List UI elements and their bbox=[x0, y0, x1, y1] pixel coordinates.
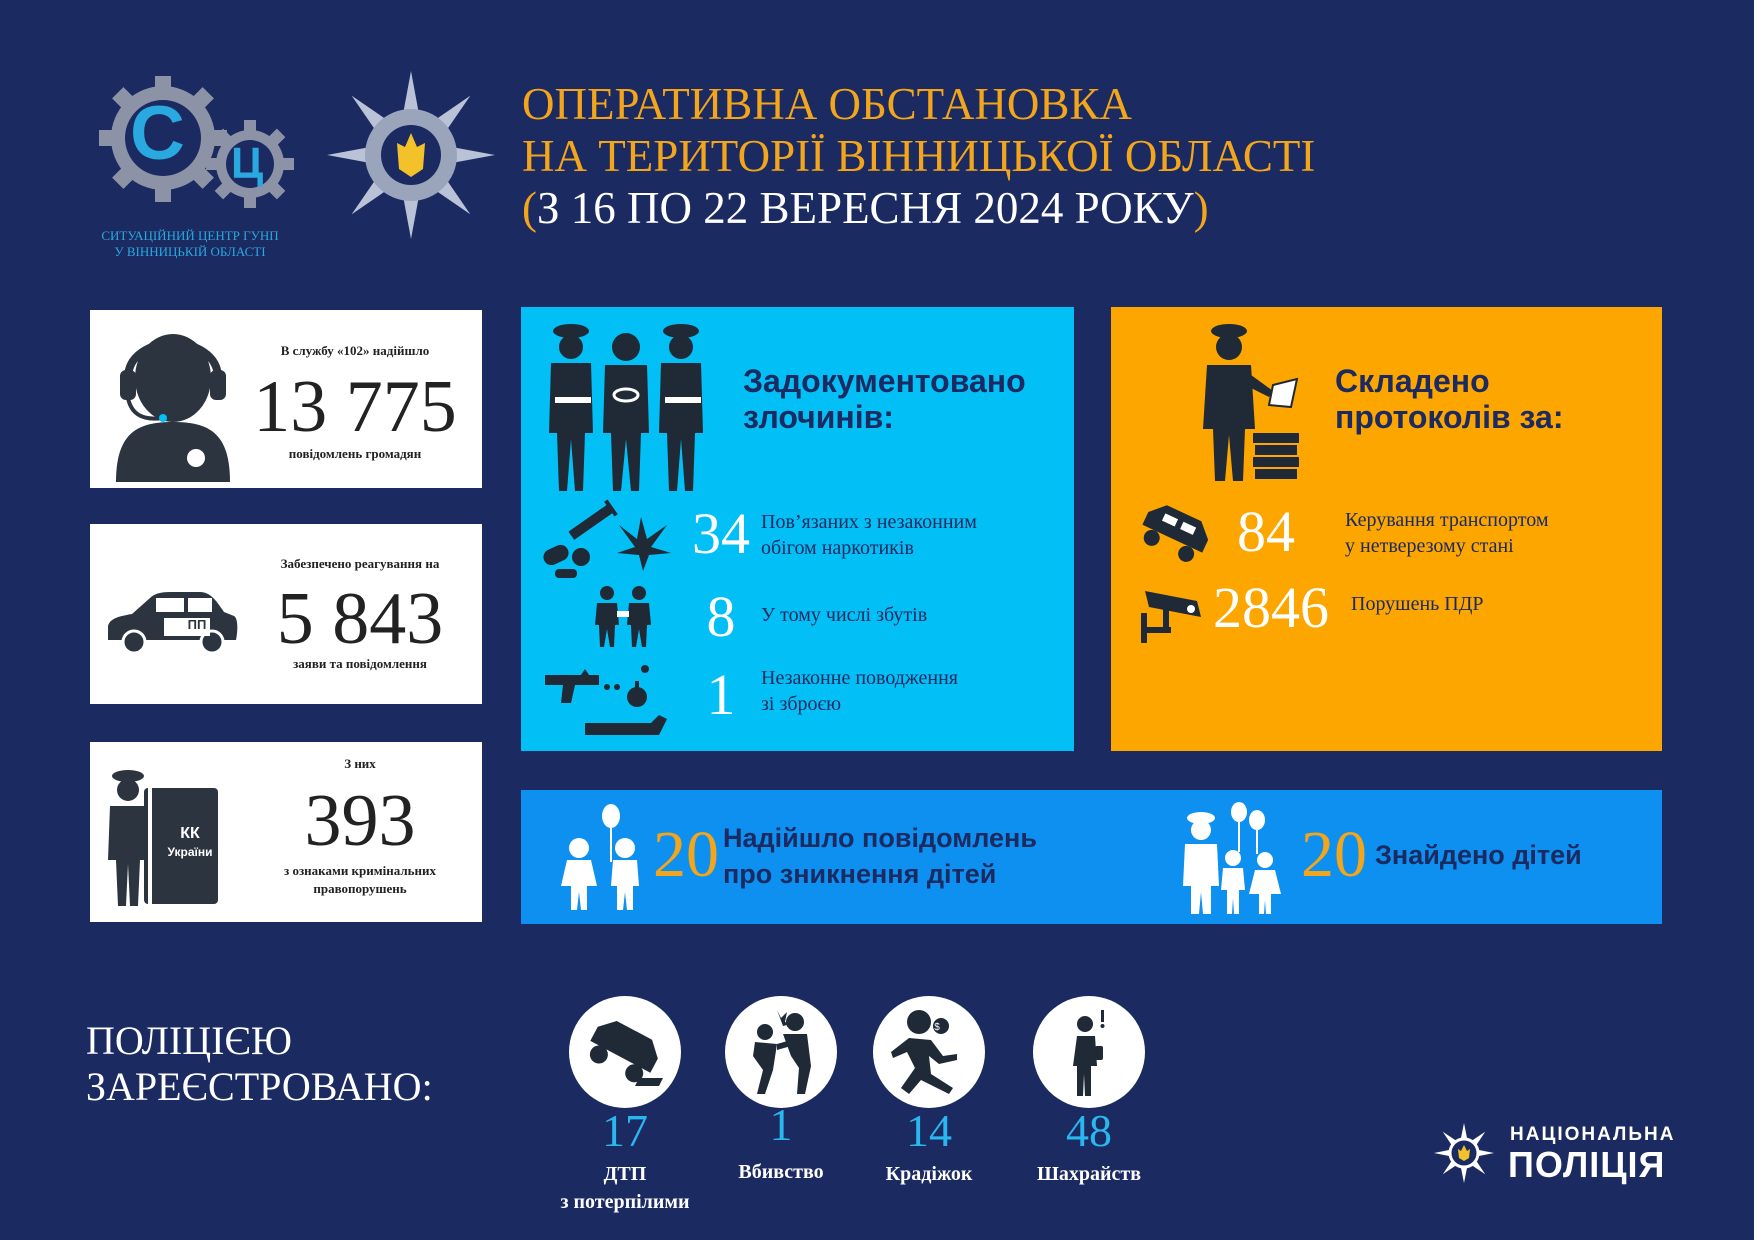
title-line3 bbox=[522, 182, 1622, 234]
crime-drugs-line2: обігом наркотиків bbox=[761, 537, 914, 559]
gear-icon bbox=[88, 76, 298, 216]
criminal-label: З них bbox=[344, 756, 376, 771]
crime-drugs-value: 34 bbox=[692, 501, 750, 566]
protocol-drunk-value: 84 bbox=[1237, 499, 1295, 564]
codex-line2: України bbox=[167, 845, 213, 859]
title-paren-close: ) bbox=[1193, 183, 1209, 233]
logo-caption bbox=[80, 228, 300, 260]
traffic-camera-icon bbox=[1139, 583, 1207, 645]
protocols-title-line2: протоколів за: bbox=[1335, 399, 1564, 435]
codex-line1: КК bbox=[180, 825, 200, 842]
car-crash-icon bbox=[569, 996, 681, 1108]
logo-caption-line1: СИТУАЦІЙНИЙ ЦЕНТР ГУНП bbox=[101, 228, 279, 243]
title-line1: ОПЕРАТИВНА ОБСТАНОВКА bbox=[522, 79, 1132, 129]
protocol-drunk-desc bbox=[1345, 507, 1655, 559]
children-found-label: Знайдено дітей bbox=[1375, 840, 1582, 870]
police-star-small-icon bbox=[1432, 1122, 1496, 1184]
crimes-title-line2: злочинів: bbox=[743, 399, 894, 435]
theft-label bbox=[849, 1160, 1009, 1188]
drugs-icon bbox=[543, 495, 673, 579]
accident-value: 17 bbox=[602, 1105, 648, 1156]
children-missing-value: 20 bbox=[653, 818, 719, 891]
protocols-panel bbox=[1111, 307, 1662, 751]
operator-headset-icon bbox=[108, 322, 238, 482]
accident-label-line1: ДТП bbox=[603, 1163, 647, 1185]
fight-icon bbox=[725, 996, 837, 1108]
protocol-drunk-line1: Керування транспортом bbox=[1345, 509, 1549, 531]
protocols-title-line1: Складено bbox=[1335, 363, 1490, 399]
calls-value: 13 775 bbox=[253, 366, 457, 448]
calls-label: В службу «102» надійшло bbox=[280, 343, 430, 358]
brand-line2: ПОЛІЦІЯ bbox=[1508, 1144, 1666, 1185]
svg-text:$: $ bbox=[934, 1022, 940, 1033]
crime-weapon-value: 1 bbox=[706, 662, 736, 727]
murder-label-line1: Вбивство bbox=[738, 1161, 824, 1183]
person-phone-icon bbox=[1033, 996, 1145, 1108]
accident-circle bbox=[569, 996, 681, 1108]
fraud-circle bbox=[1033, 996, 1145, 1108]
title-paren-open: ( bbox=[522, 183, 537, 233]
responses-value: 5 843 bbox=[276, 578, 444, 660]
calls-panel bbox=[90, 310, 482, 488]
registered-title-line1: ПОЛІЦІЄЮ bbox=[86, 1018, 292, 1063]
page-title bbox=[522, 78, 1622, 234]
criminal-panel bbox=[90, 742, 482, 922]
fraud-label-line1: Шахрайств bbox=[1036, 1163, 1142, 1185]
theft-circle bbox=[873, 996, 985, 1108]
protocols-title bbox=[1335, 363, 1655, 435]
police-car-icon bbox=[104, 590, 240, 654]
crime-weapon-line2: зі зброєю bbox=[761, 693, 842, 715]
car-text: ПП bbox=[187, 617, 207, 632]
crime-weapon-line1: Незаконне поводження bbox=[761, 667, 958, 689]
police-arrest-icon bbox=[541, 323, 711, 493]
thief-running-icon bbox=[873, 996, 985, 1108]
registered-title bbox=[86, 1018, 486, 1110]
crimes-title bbox=[743, 363, 1063, 435]
children-balloon-icon bbox=[557, 802, 653, 912]
children-missing-desc bbox=[723, 820, 1123, 892]
officer-with-children-icon bbox=[1179, 802, 1283, 914]
responses-label: Забезпечено реагування на bbox=[280, 556, 440, 571]
protocol-traffic-line1: Порушень ПДР bbox=[1351, 593, 1484, 615]
theft-value: 14 bbox=[906, 1105, 952, 1156]
children-panel bbox=[521, 790, 1662, 924]
calls-sub: повідомлень громадян bbox=[288, 446, 422, 461]
police-star-icon bbox=[322, 70, 500, 240]
murder-label bbox=[701, 1158, 861, 1186]
title-date-range: З 16 ПО 22 ВЕРЕСНЯ 2024 РОКУ bbox=[537, 183, 1194, 233]
brand-line1: НАЦІОНАЛЬНА bbox=[1510, 1124, 1676, 1145]
crime-dealing-desc bbox=[761, 602, 1061, 628]
children-found-value: 20 bbox=[1301, 818, 1367, 891]
fraud-value: 48 bbox=[1066, 1105, 1112, 1156]
fraud-label bbox=[1009, 1160, 1169, 1188]
criminal-sub bbox=[240, 862, 480, 898]
criminal-sub-line2: правопорушень bbox=[313, 881, 407, 896]
drug-dealing-icon bbox=[593, 585, 653, 647]
protocol-traffic-value: 2846 bbox=[1213, 575, 1329, 640]
police-star-emblem bbox=[322, 70, 500, 240]
crime-dealing-value: 8 bbox=[706, 584, 736, 649]
logo-letter-ts: Ц bbox=[231, 139, 264, 188]
crimes-panel bbox=[521, 307, 1074, 751]
crime-drugs-line1: Пов’язаних з незаконним bbox=[761, 511, 977, 533]
criminal-value: 393 bbox=[304, 780, 416, 862]
weapon-icon bbox=[541, 663, 671, 737]
responses-sub: заяви та повідомлення bbox=[293, 656, 427, 671]
title-line2: НА ТЕРИТОРІЇ ВІННИЦЬКОЇ ОБЛАСТІ bbox=[522, 131, 1316, 181]
logo-caption-line2: У ВІННИЦЬКІЙ ОБЛАСТІ bbox=[114, 244, 266, 259]
sc-logo bbox=[88, 76, 298, 216]
officer-writing-icon bbox=[1189, 321, 1301, 481]
overturned-car-icon bbox=[1137, 503, 1211, 567]
murder-circle bbox=[725, 996, 837, 1108]
registered-title-line2: ЗАРЕЄСТРОВАНО: bbox=[86, 1064, 433, 1109]
protocol-drunk-line2: у нетверезому стані bbox=[1345, 535, 1514, 557]
crimes-title-line1: Задокументовано bbox=[743, 363, 1026, 399]
responses-panel bbox=[90, 524, 482, 704]
accident-label-line2: з потерпілими bbox=[560, 1191, 690, 1213]
crime-drugs-desc bbox=[761, 509, 1061, 561]
logo-letter-s: С bbox=[130, 91, 185, 176]
criminal-sub-line1: з ознаками кримінальних bbox=[283, 863, 436, 878]
national-police-logo bbox=[1432, 1120, 1732, 1186]
murder-value: 1 bbox=[769, 1099, 793, 1150]
crime-dealing-line1: У тому числі збутів bbox=[761, 604, 928, 626]
theft-label-line1: Крадіжок bbox=[885, 1163, 973, 1185]
children-missing-line1: Надійшло повідомлень bbox=[723, 823, 1037, 853]
crime-weapon-desc bbox=[761, 665, 1061, 717]
children-missing-line2: про зникнення дітей bbox=[723, 859, 997, 889]
protocol-traffic-desc bbox=[1351, 591, 1651, 617]
